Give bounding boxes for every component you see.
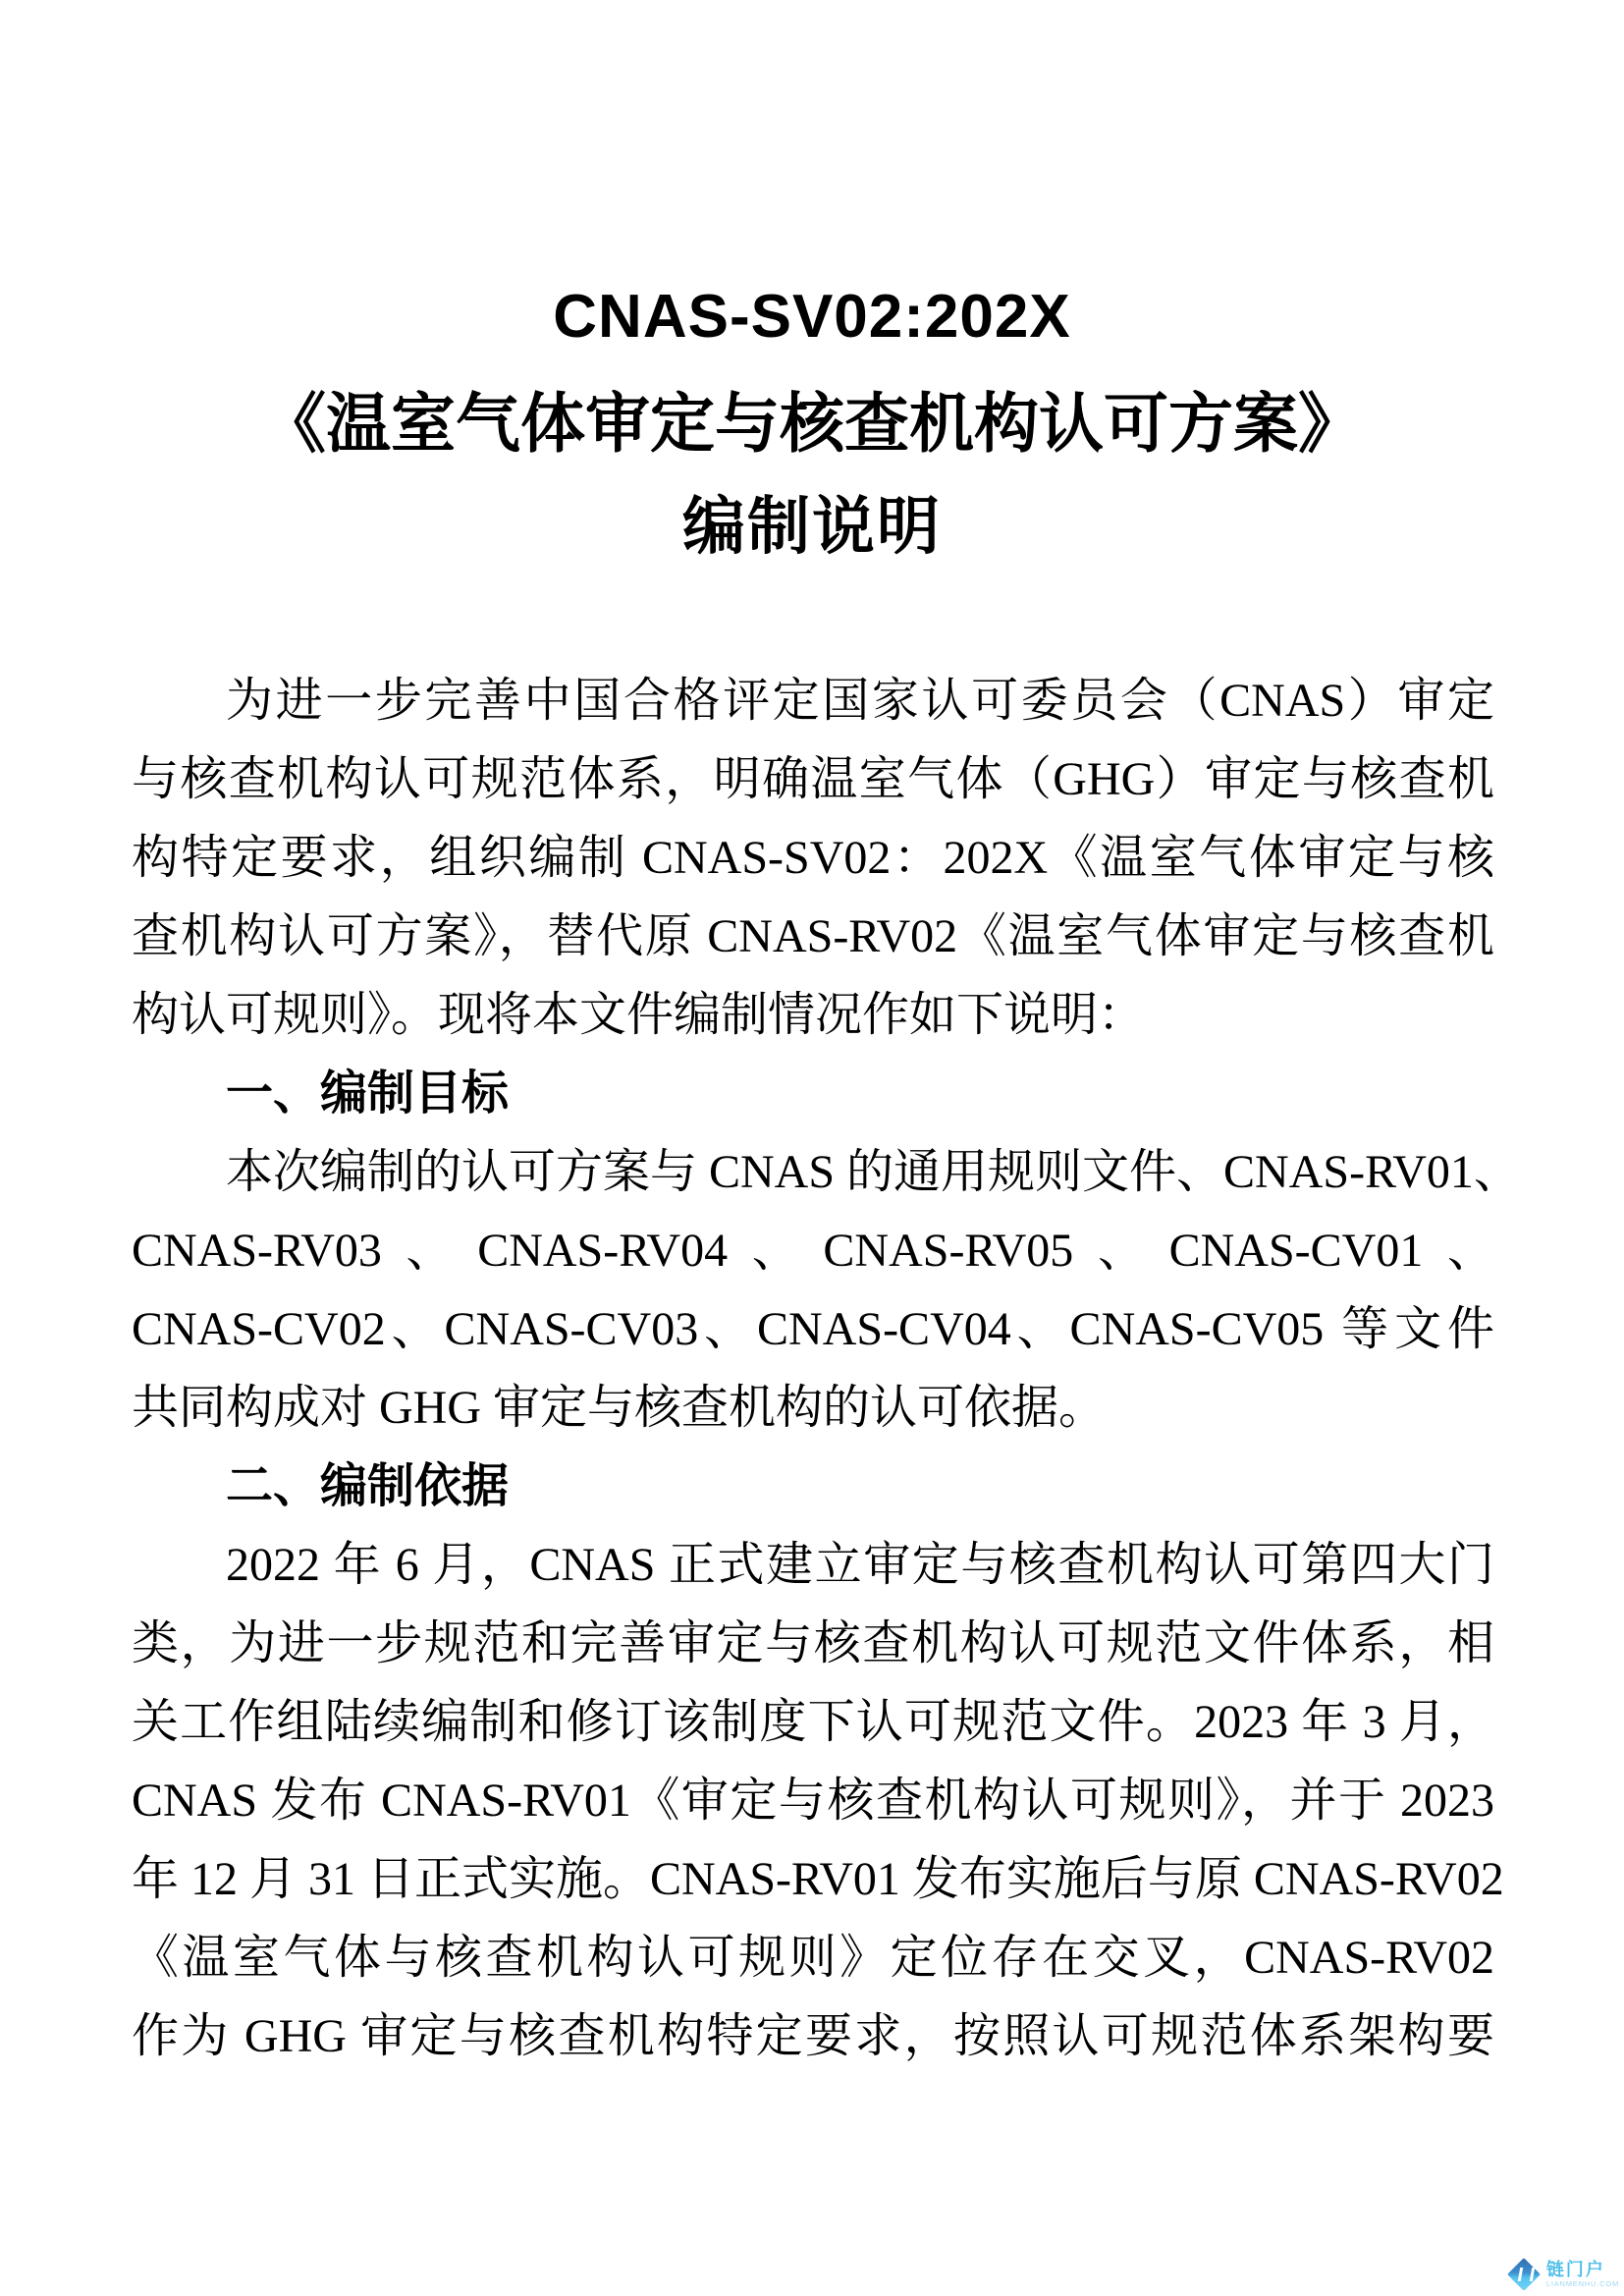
paragraph-line: 构认可规则》。现将本文件编制情况作如下说明： bbox=[132, 989, 1146, 1041]
paragraph-line: 本次编制的认可方案与 CNAS 的通用规则文件、CNAS-RV01、 bbox=[226, 1146, 1521, 1198]
paragraph-line: 查机构认可方案》，替代原 CNAS-RV02《温室气体审定与核查机 bbox=[132, 910, 1494, 962]
paragraph-line: CNAS-CV02、CNAS-CV03、CNAS-CV04、CNAS-CV05 等文件 bbox=[132, 1303, 1494, 1355]
paragraph-line: 与核查机构认可规范体系，明确温室气体（GHG）审定与核查机 bbox=[132, 753, 1494, 805]
paragraph-line: 2022 年 6 月，CNAS 正式建立审定与核查机构认可第四大门 bbox=[226, 1539, 1494, 1591]
paragraph-line: 作为 GHG 审定与核查机构特定要求，按照认可规范体系架构要 bbox=[132, 2010, 1494, 2062]
section-heading-1: 一、编制目标 bbox=[226, 1067, 510, 1120]
watermark-text bbox=[1546, 2261, 1619, 2288]
diamond-inner-mark bbox=[1518, 2268, 1535, 2281]
watermark-name: 链门户 bbox=[1545, 2260, 1605, 2280]
paragraph-line: 共同构成对 GHG 审定与核查机构的认可依据。 bbox=[132, 1382, 1106, 1434]
watermark-domain: LIANMENHU.COM bbox=[1545, 2279, 1619, 2289]
paragraph-line: 为进一步完善中国合格评定国家认可委员会（CNAS）审定 bbox=[226, 675, 1494, 727]
section-heading-2: 二、编制依据 bbox=[226, 1460, 510, 1512]
paragraph-line: 《温室气体与核查机构认可规则》定位存在交叉，CNAS-RV02 bbox=[132, 1932, 1494, 1984]
paragraph-line: CNAS-RV03、CNAS-RV04、CNAS-RV05、CNAS-CV01、 bbox=[132, 1225, 1494, 1277]
paragraph-line: 构特定要求，组织编制 CNAS-SV02：202X《温室气体审定与核 bbox=[132, 832, 1494, 884]
paragraph-line: 类，为进一步规范和完善审定与核查机构认可规范文件体系，相 bbox=[132, 1617, 1494, 1669]
doc-title-sub: 编制说明 bbox=[682, 491, 942, 562]
document-body bbox=[132, 662, 1521, 2076]
doc-title-code: CNAS-SV02:202X bbox=[553, 283, 1071, 351]
paragraph-line: 关工作组陆续编制和修订该制度下认可规范文件。2023 年 3 月， bbox=[132, 1696, 1494, 1748]
paragraph-line: 年 12 月 31 日正式实施。CNAS-RV01 发布实施后与原 CNAS-RV02 bbox=[132, 1853, 1504, 1905]
lianmenhu-logo-icon bbox=[1506, 2257, 1542, 2292]
watermark bbox=[1506, 2257, 1619, 2292]
title-block bbox=[0, 0, 1624, 562]
doc-title-main: 《温室气体审定与核查机构认可方案》 bbox=[261, 387, 1363, 460]
paragraph-line: CNAS 发布 CNAS-RV01《审定与核查机构认可规则》，并于 2023 bbox=[132, 1775, 1494, 1827]
